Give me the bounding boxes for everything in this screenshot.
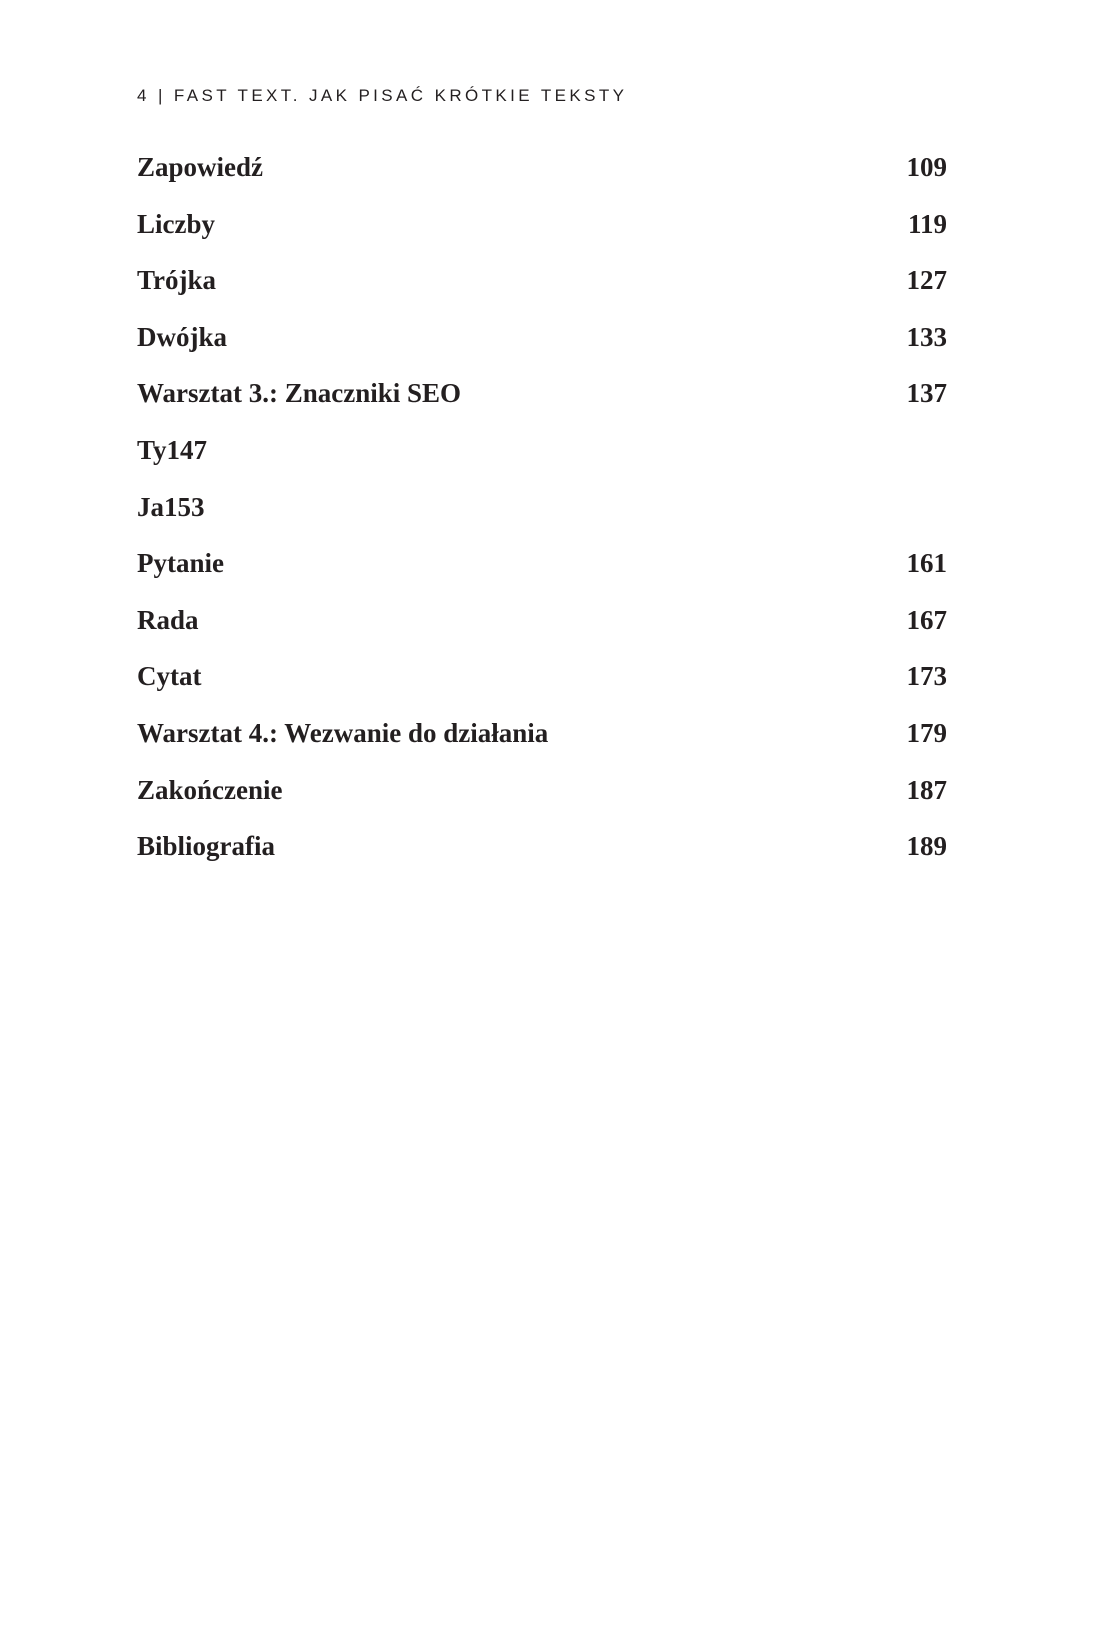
toc-entry-page: 109 [906, 152, 947, 182]
toc-entry [137, 829, 947, 886]
toc-entry [137, 546, 947, 603]
toc-entry-page: 179 [906, 717, 947, 748]
toc-entry-title: Warsztat 4.: Wezwanie do działania [137, 717, 549, 748]
toc-entry [137, 433, 947, 490]
toc-entry-page: 127 [906, 265, 947, 296]
toc-entry [137, 773, 947, 830]
toc-entry [137, 207, 947, 264]
toc-entry-title: Trójka [137, 265, 216, 296]
toc-entry-title: Ja153 [137, 491, 205, 522]
toc-entry-page: 161 [906, 548, 947, 579]
toc-entry [137, 320, 947, 377]
toc-entry-title: Zapowiedź [137, 152, 264, 182]
toc-entry-title: Rada [137, 604, 199, 635]
toc-entry-title: Liczby [137, 208, 215, 239]
toc-entry [137, 150, 947, 207]
toc-entry-title: Zakończenie [137, 774, 283, 805]
toc-entry [137, 716, 947, 773]
toc-entry-title: Warsztat 3.: Znaczniki SEO [137, 378, 462, 409]
toc-entry-title: Pytanie [137, 548, 224, 579]
toc-entry-title: Dwójka [137, 321, 228, 352]
toc-entry-title: Ty147 [137, 434, 208, 465]
toc-entry [137, 490, 947, 547]
running-header: 4 | FAST TEXT. JAK PISAĆ KRÓTKIE TEKSTY [137, 86, 628, 105]
table-of-contents [137, 150, 947, 886]
toc-entry [137, 659, 947, 716]
toc-entry-page: 119 [907, 208, 947, 239]
toc-entry [137, 376, 947, 433]
toc-entry-page: 173 [906, 661, 947, 692]
toc-entry-page: 187 [906, 774, 947, 805]
toc-entry [137, 603, 947, 660]
toc-entry-page: 133 [906, 321, 947, 352]
toc-entry [137, 263, 947, 320]
toc-entry-title: Bibliografia [137, 831, 276, 862]
toc-entry-title: Cytat [137, 661, 202, 692]
toc-entry-page: 189 [906, 831, 947, 862]
toc-entry-page: 137 [906, 378, 947, 409]
toc-entry-page: 167 [906, 604, 947, 635]
